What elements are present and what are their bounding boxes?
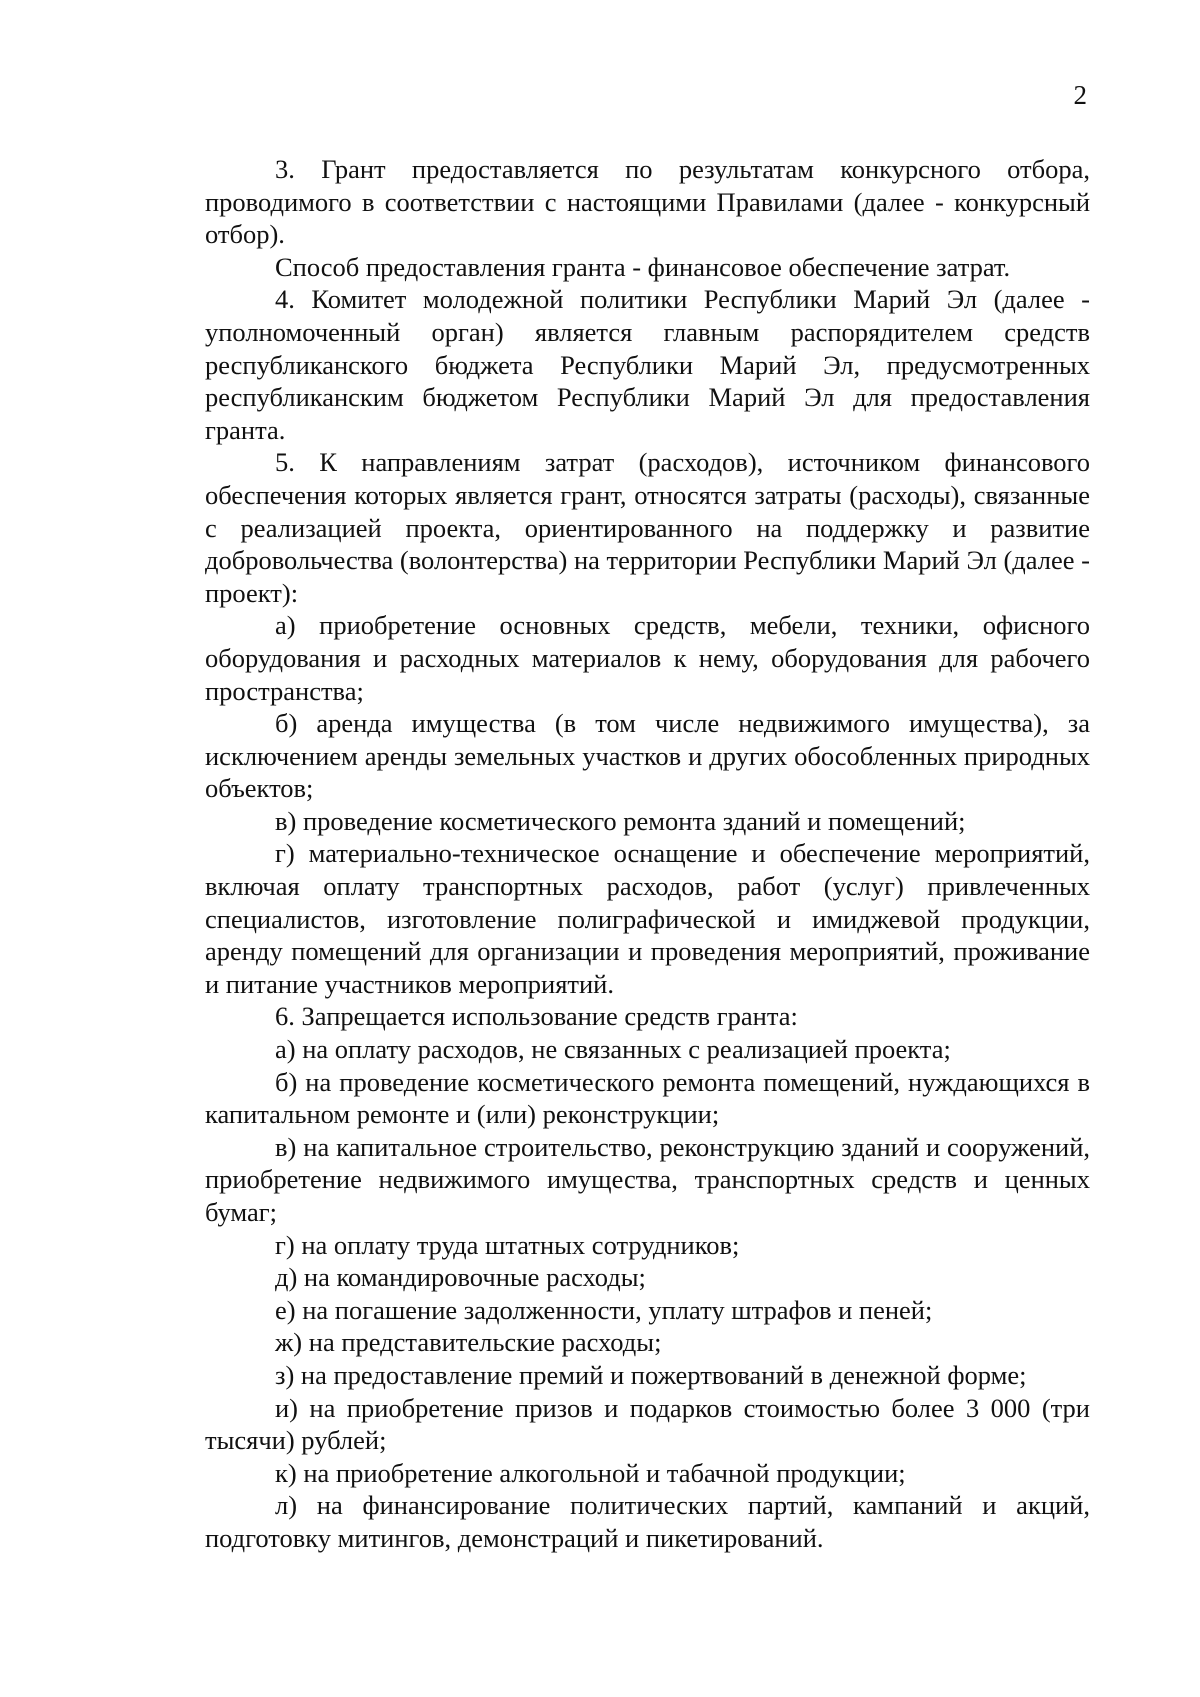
page-number: 2 <box>1073 80 1087 110</box>
paragraph-5-cost-directions: 5. К направлениям затрат (расходов), источником финансового обеспечения которых является грант, относятся затраты (расходы), связанные с реализацией проекта, ориентированного на поддержку и развитие добровольчества (волонтерства) на территории Республики Марий Эл (далее - проект): <box>205 447 1090 608</box>
list-item-6k: к) на приобретение алкогольной и табачной продукции; <box>275 1457 906 1488</box>
list-item-6b: б) на проведение косметического ремонта помещений, нуждающихся в капитальном ремонте и (или) реконструкции; <box>205 1066 1090 1130</box>
paragraph-6-prohibitions: 6. Запрещается использование средств гранта: <box>275 1001 798 1032</box>
list-item-6i: и) на приобретение призов и подарков стоимостью более 3 000 (три тысячи) рублей; <box>205 1392 1090 1456</box>
paragraph-3-grant-competition: 3. Грант предоставляется по результатам конкурсного отбора, проводимого в соответствии с настоящими Правилами (далее - конкурсный отбор). <box>205 154 1090 250</box>
list-item-5v: в) проведение косметического ремонта зданий и помещений; <box>275 805 966 836</box>
list-item-6a: а) на оплату расходов, не связанных с реализацией проекта; <box>275 1034 951 1065</box>
list-item-6e: е) на погашение задолженности, уплату штрафов и пеней; <box>275 1294 933 1325</box>
paragraph-grant-method: Способ предоставления гранта - финансовое обеспечение затрат. <box>275 251 1011 282</box>
list-item-6zh: ж) на представительские расходы; <box>275 1327 662 1358</box>
list-item-5a: а) приобретение основных средств, мебели, техники, офисного оборудования и расходных материалов к нему, оборудования для рабочего пространства; <box>205 610 1090 706</box>
list-item-6v: в) на капитальное строительство, реконструкцию зданий и сооружений, приобретение недвижимого имущества, транспортных средств и ценных бумаг; <box>205 1131 1090 1227</box>
list-item-6d: д) на командировочные расходы; <box>275 1262 646 1293</box>
list-item-5b: б) аренда имущества (в том числе недвижимого имущества), за исключением аренды земельных участков и других обособленных природных объектов; <box>205 708 1090 804</box>
paragraph-4-authorized-body: 4. Комитет молодежной политики Республики Марий Эл (далее - уполномоченный орган) является главным распорядителем средств республиканского бюджета Республики Марий Эл, предусмотренных республиканским бюджетом Республики Марий Эл для предоставления гранта. <box>205 284 1090 445</box>
list-item-5g: г) материально-техническое оснащение и обеспечение мероприятий, включая оплату транспортных расходов, работ (услуг) привлеченных специалистов, изготовление полиграфической и имиджевой продукции, аренду помещений для организации и проведения мероприятий, проживание и питание участников мероприятий. <box>205 838 1090 999</box>
list-item-6l: л) на финансирование политических партий, кампаний и акций, подготовку митингов, демонстраций и пикетирований. <box>205 1490 1090 1553</box>
document-body <box>205 153 1090 1555</box>
list-item-6z: з) на предоставление премий и пожертвований в денежной форме; <box>275 1359 1027 1390</box>
list-item-6g: г) на оплату труда штатных сотрудников; <box>275 1229 740 1260</box>
